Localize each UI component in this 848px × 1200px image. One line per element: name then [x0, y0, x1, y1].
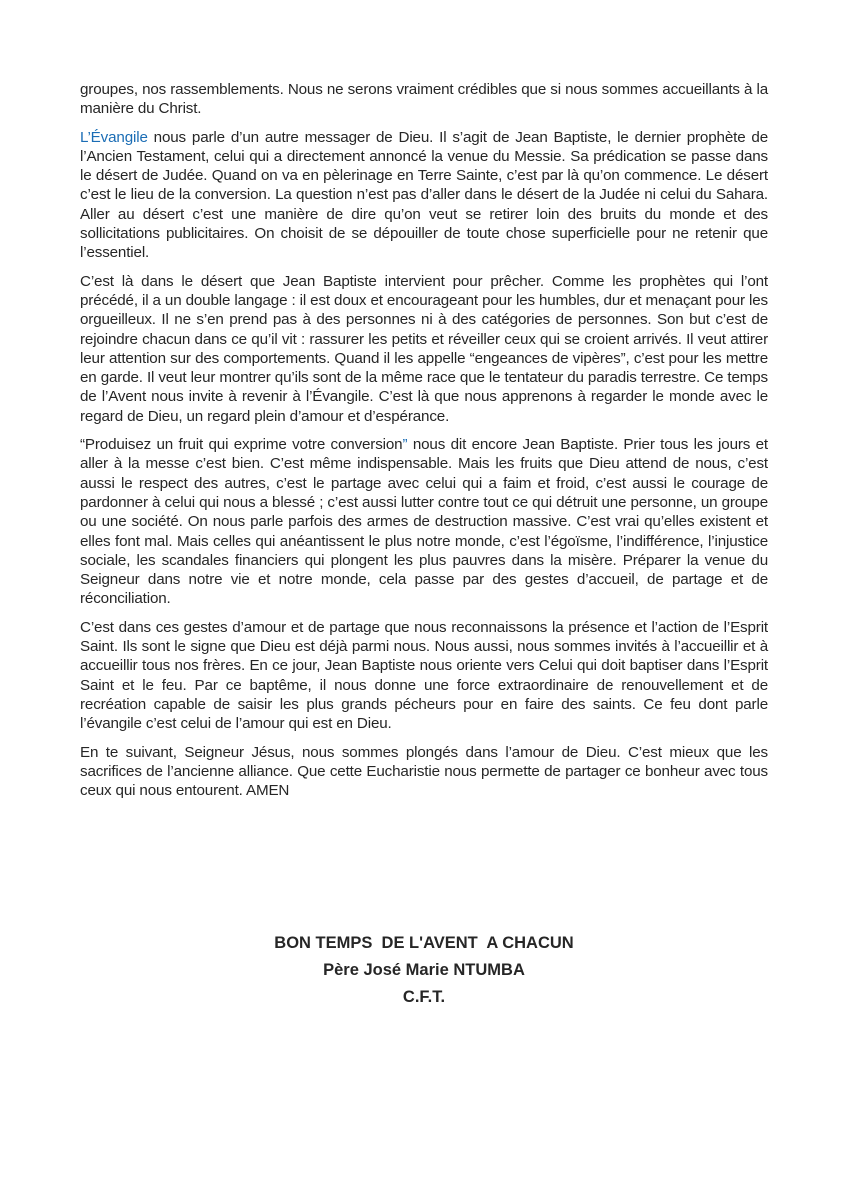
- paragraph-text: groupes, nos rassemblements. Nous ne serons vraiment crédibles que si nous sommes accueillants à la manière du Christ.: [80, 81, 768, 118]
- paragraph-1: [80, 80, 768, 119]
- paragraph-2: [80, 128, 768, 263]
- paragraph-text: C’est là dans le désert que Jean Baptiste intervient pour prêcher. Comme les prophètes qui l’ont précédé, il a un double langage : il est doux et encourageant pour les humbles, dur et menaçant pour les orgueilleux. Il ne s’en prend pas à des personnes ni à des catégories de personnes. Son but c’est de rejoindre chacun dans ce qu’il vit : rassurer les petits et réveiller ceux qui se croient arrivés. Il veut attirer leur attention sur des comportements. Quand il les appelle “engeances de vipères”, c’est pour les mettre en garde. Il veut leur montrer qu’ils sont de la même race que le tentateur du paradis terrestre. Ce temps de l’Avent nous invite à revenir à l’Évangile. C’est là que nous apprenons à regarder le monde avec le regard de Dieu, un regard plein d’amour et d’espérance.: [80, 272, 768, 425]
- closing-greeting: BON TEMPS DE L'AVENT A CHACUN: [274, 934, 574, 952]
- document-body: [80, 80, 768, 809]
- closing-block: [0, 930, 848, 1011]
- closing-author: Père José Marie NTUMBA: [323, 961, 525, 979]
- quote-text: “Produisez un fruit qui exprime votre conversion: [80, 436, 403, 454]
- paragraph-text: C’est dans ces gestes d’amour et de partage que nous reconnaissons la présence et l’action de l’Esprit Saint. Ils sont le signe que Dieu est déjà parmi nous. Nous aussi, nous sommes invités à l’accueillir et à accueillir tous nos frères. En ce jour, Jean Baptiste nous oriente vers Celui qui doit baptiser dans l’Esprit Saint et le feu. Par ce baptême, il nous donne une force extraordinaire de renouvellement et de recréation capable de saisir les plus grands pécheurs pour en faire des saints. Ce feu dont parle l’évangile c’est celui de l’amour qui est en Dieu.: [80, 618, 768, 733]
- quote-close-mark: ”: [402, 436, 408, 454]
- paragraph-6: [80, 743, 768, 801]
- paragraph-text: En te suivant, Seigneur Jésus, nous sommes plongés dans l’amour de Dieu. C’est mieux que les sacrifices de l’ancienne alliance. Que cette Eucharistie nous permette de partager ce bonheur avec tous ceux qui nous entourent. AMEN: [80, 743, 768, 800]
- paragraph-text: nous dit encore Jean Baptiste. Prier tous les jours et aller à la messe c’est bien. C’est même indispensable. Mais les fruits que Dieu attend de nous, c’est aussi le respect des autres, c’est le partage avec celui qui a faim et froid, c’est aussi le courage de pardonner à celui qui nous a blessé ; c’est aussi lutter contre tout ce qui détruit une personne, un groupe ou une société. On nous parle parfois des armes de destruction massive. C’est vrai qu’elles existent et elles font mal. Mais celles qui anéantissent le plus notre monde, c’est l’égoïsme, l’indifférence, l’injustice sociale, les scandales financiers qui plongent les plus pauvres dans la misère. Préparer la venue du Seigneur dans notre vie et notre monde, cela passe par des gestes d’accueil, de partage et de réconciliation.: [80, 436, 768, 608]
- paragraph-3: [80, 272, 768, 426]
- paragraph-text: nous parle d’un autre messager de Dieu. Il s’agit de Jean Baptiste, le dernier prophète de l’Ancien Testament, celui qui a directement annoncé la venue du Messie. Sa prédication se passe dans le désert de Judée. Quand on va en pèlerinage en Terre Sainte, c’est par là qu’on commence. Le désert c’est le lieu de la conversion. La question n’est pas d’aller dans le désert de la Judée ni celui du Sahara. Aller au désert c’est une manière de dire qu’on veut se retirer loin des bruits du monde et des sollicitations publicitaires. On choisit de se dépouiller de toute chose superficielle pour ne retenir que l’essentiel.: [80, 128, 768, 262]
- gospel-highlight: L’Évangile: [80, 128, 148, 146]
- paragraph-5: [80, 618, 768, 734]
- paragraph-4: [80, 435, 768, 609]
- closing-affiliation: C.F.T.: [402, 988, 446, 1006]
